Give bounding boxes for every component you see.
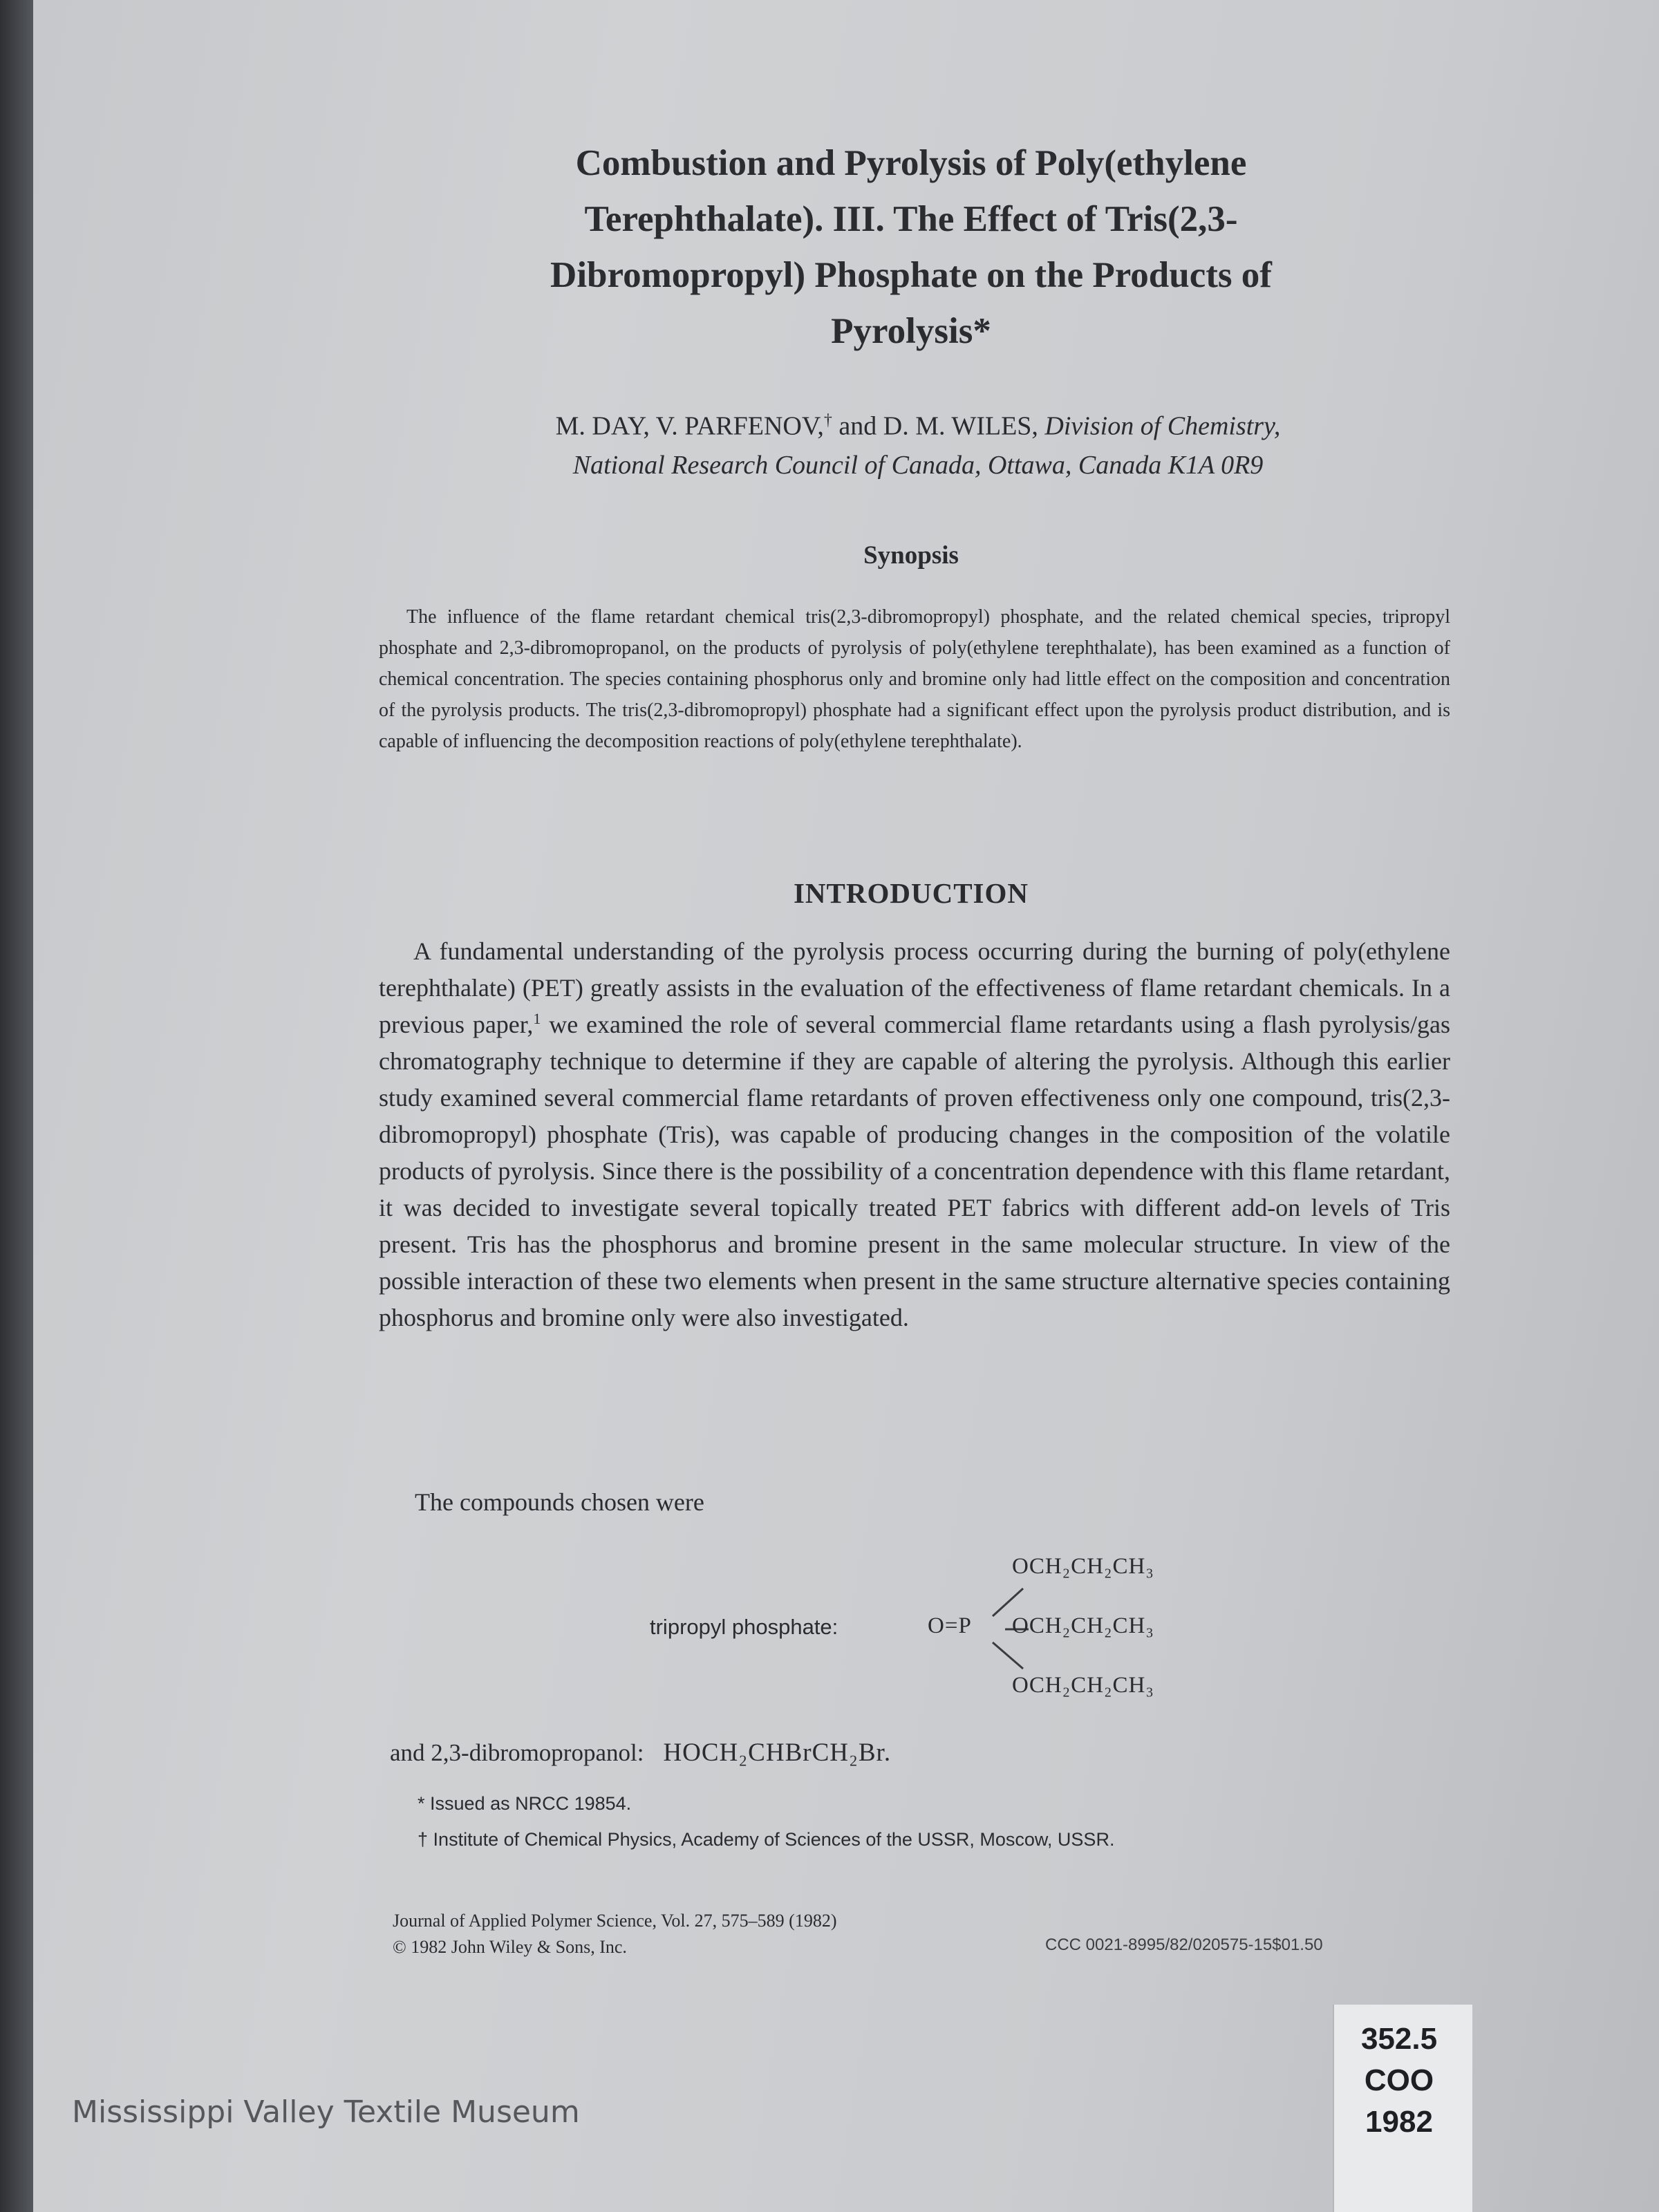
title-line: Pyrolysis* — [831, 311, 991, 351]
copyright-line: © 1982 John Wiley & Sons, Inc. — [393, 1937, 627, 1957]
call-number-line: 352.5 — [1360, 2022, 1438, 2056]
propoxy-group-middle: OCH₂CH₂CH₃ — [1012, 1613, 1154, 1638]
dagger-mark: † — [823, 411, 832, 429]
dibromopropanol-label: and 2,3-dibromopropanol: — [390, 1739, 644, 1766]
author-names-cont: and D. M. WILES, — [832, 411, 1045, 441]
footnote-text: Institute of Chemical Physics, Academy of Sciences of the USSR, Moscow, USSR. — [433, 1829, 1115, 1850]
footnote-mark: * — [418, 1793, 425, 1814]
propoxy-group-bottom: OCH₂CH₂CH₃ — [1012, 1673, 1154, 1698]
ccc-code: CCC 0021-8995/82/020575-15$01.50 — [1045, 1936, 1323, 1954]
introduction-heading: INTRODUCTION — [793, 877, 1029, 909]
intro-text-part1: A fundamental understanding of the pyrolysis process occurring during the burning of poly(ethylene terephthalate) (PET) greatly assists in the evaluation of the effectiveness of flame retardant chemicals. In a previous paper, — [379, 937, 1450, 1038]
title-line: Dibromopropyl) Phosphate on the Products of — [550, 255, 1272, 295]
bond-top — [993, 1588, 1023, 1616]
journal-citation: Journal of Applied Polymer Science, Vol. 27, 575–589 (1982) — [393, 1911, 837, 1931]
footnote-text: Issued as NRCC 19854. — [430, 1793, 632, 1814]
footnote-mark: † — [418, 1829, 429, 1850]
affiliation-line2: National Research Council of Canada, Ottawa, Canada K1A 0R9 — [572, 450, 1264, 480]
library-call-number-label — [1333, 2005, 1472, 2212]
journal-citation-block — [393, 1908, 836, 1960]
paper-title — [420, 135, 1402, 359]
tripropyl-phosphate-structure — [641, 1541, 1264, 1714]
intro-text-part2: we examined the role of several commercial flame retardants using a flash pyrolysis/gas chromatography technique to determine if they are capable of altering the pyrolysis. Although this earlier study examined several commercial flame retardants of proven effectiveness only one compound, tris(2,3-dibromopropyl) phosphate (Tris), was capable of producing changes in the composition of the volatile products of pyrolysis. Since there is the possibility of a concentration dependence with this flame retardant, it was decided to investigate several topically treated PET fabrics with different add-on levels of Tris present. Tris has the phosphorus and bromine present in the same molecular structure. In view of the possible interaction of these two elements when present in the same structure alternative species containing phosphorus and bromine only were also investigated. — [379, 1011, 1451, 1331]
propoxy-group-top: OCH₂CH₂CH₃ — [1012, 1554, 1154, 1579]
call-number-line: COO — [1364, 2063, 1434, 2097]
compounds-lead-in: The compounds chosen were — [415, 1488, 704, 1516]
call-number-line: 1982 — [1365, 2105, 1433, 2139]
dibromopropanol-formula: HOCH₂CHBrCH₂Br. — [663, 1738, 892, 1767]
introduction-paragraph — [379, 933, 1450, 1336]
phosphoryl-core: O=P — [928, 1613, 972, 1638]
footnote-institute — [418, 1829, 1114, 1850]
bond-bottom — [993, 1642, 1023, 1669]
title-line: Combustion and Pyrolysis of Poly(ethylene — [575, 143, 1247, 183]
paper-page — [33, 0, 1659, 2212]
dibromopropanol-line — [390, 1738, 891, 1768]
book-binding-edge — [0, 0, 33, 2212]
title-line: Terephthalate). III. The Effect of Tris(2,3- — [584, 199, 1238, 239]
author-names: M. DAY, V. PARFENOV, — [555, 411, 824, 441]
footnote-issued — [418, 1793, 631, 1815]
synopsis-text: The influence of the flame retardant chemical tris(2,3-dibromopropyl) phosphate, and the related chemical species, tripropyl phosphate and 2,3-dibromopropanol, on the products of pyrolysis of poly(ethylene terephthalate), has been examined as a function of chemical concentration. The species containing phosphorus only and bromine only had little effect on the composition and concentration of the pyrolysis products. The tris(2,3-dibromopropyl) phosphate had a significant effect upon the pyrolysis product distribution, and is capable of influencing the decomposition reactions of poly(ethylene terephthalate). — [379, 606, 1450, 752]
synopsis-heading: Synopsis — [863, 541, 959, 570]
affiliation: Division of Chemistry, — [1044, 411, 1281, 441]
reference-number: 1 — [533, 1010, 541, 1027]
museum-watermark: Mississippi Valley Textile Museum — [72, 2094, 580, 2130]
tripropyl-phosphate-label: tripropyl phosphate: — [650, 1615, 838, 1639]
author-block — [379, 401, 1457, 485]
